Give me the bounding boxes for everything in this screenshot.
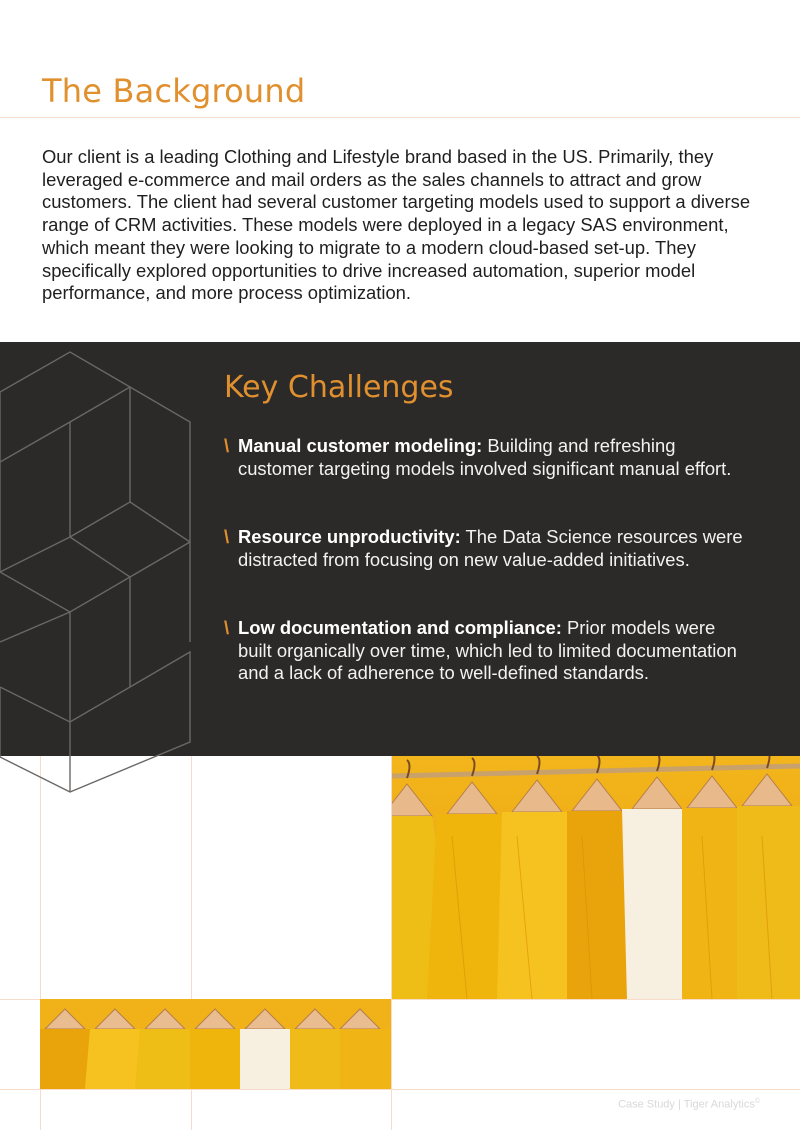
challenge-text: The Data Science resources were distracted from focusing on new value-added initiatives. bbox=[238, 526, 743, 570]
challenge-heading: Manual customer modeling: bbox=[238, 435, 483, 456]
bullet-marker: \ bbox=[224, 435, 230, 456]
grid-line bbox=[0, 1089, 800, 1090]
challenge-text: Building and refreshing customer targeting models involved significant manual effort. bbox=[238, 435, 732, 479]
background-paragraph: Our client is a leading Clothing and Lifestyle brand based in the US. Primarily, they leveraged e-commerce and mail orders as the sales channels to attract and grow customers. The client had several customer targeting models used to support a diverse range of CRM activities. These models were deployed in a legacy SAS environment, which meant they were looking to migrate to a modern cloud-based set-up. They specifically explored opportunities to drive increased automation, superior model performance, and more process optimization. bbox=[42, 146, 751, 304]
challenge-heading: Resource unproductivity: bbox=[238, 526, 461, 547]
bullet-marker: \ bbox=[224, 617, 230, 638]
challenge-item bbox=[224, 617, 744, 685]
clothes-rack-photo-small bbox=[40, 999, 391, 1089]
copyright-mark: © bbox=[754, 1098, 760, 1105]
key-challenges-title: Key Challenges bbox=[224, 370, 454, 405]
footer-text: Case Study | Tiger Analytics bbox=[618, 1098, 755, 1111]
challenge-heading: Low documentation and compliance: bbox=[238, 617, 562, 638]
challenge-text: Prior models were built organically over time, which led to limited documentation and a lack of adherence to well-defined standards. bbox=[238, 617, 737, 684]
background-title: The Background bbox=[42, 72, 306, 110]
footer-credit bbox=[618, 1098, 760, 1111]
bullet-marker: \ bbox=[224, 526, 230, 547]
challenge-item bbox=[224, 526, 744, 571]
geometric-pattern-graphic bbox=[0, 342, 200, 802]
grid-line bbox=[0, 117, 800, 118]
challenge-item bbox=[224, 435, 744, 480]
clothes-rack-photo bbox=[392, 756, 800, 999]
